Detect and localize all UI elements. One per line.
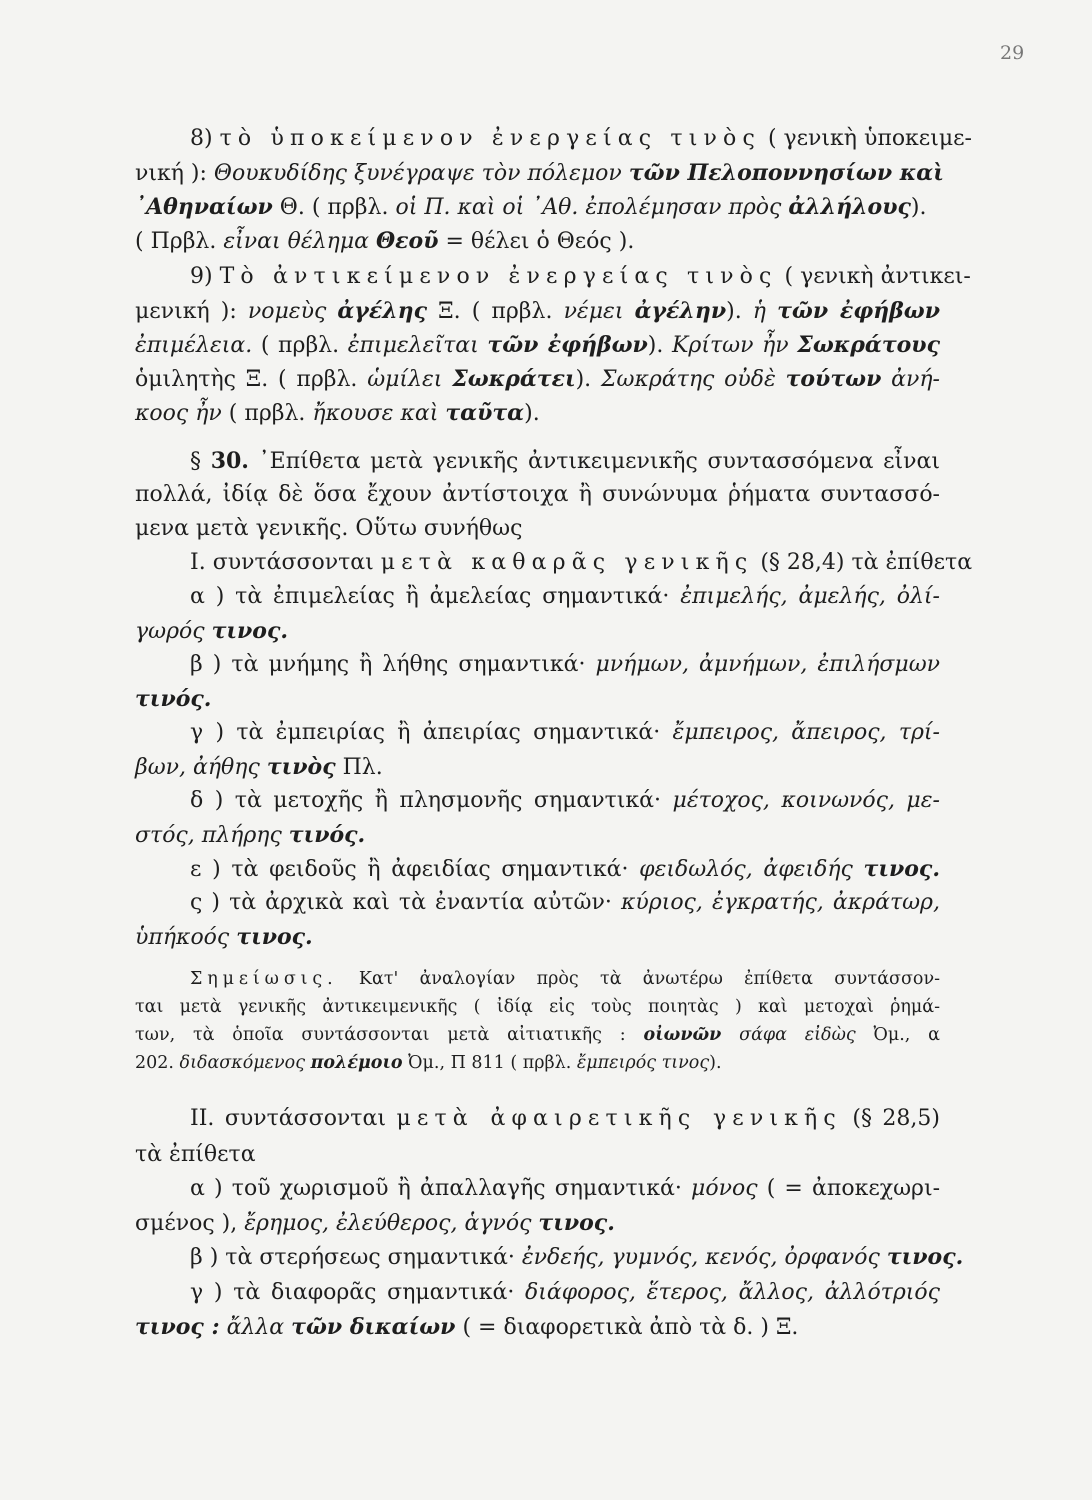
subsection-I-heading: I. συντάσσονται μετὰ καθαρᾶς γενικῆς (§ 28,4) τὰ ἐπίθετα: [190, 550, 973, 575]
item-8-line-1: 8) τὸ ὑποκείμενον ἐνεργείας τινὸς ( γενικὴ ὑποκειμε-: [190, 126, 972, 151]
note-line-1: Σημείωσις. Κατ' ἀναλογίαν πρὸς τὰ ἀνωτέρω ἐπίθετα συντάσσον-: [190, 969, 940, 989]
item-alpha-line-2: γωρός τινος.: [135, 618, 289, 644]
note-line-4: 202. διδασκόμενος πολέμοιο Ὀμ., Π 811 ( πρβλ. ἔμπειρός τινος).: [135, 1053, 722, 1073]
item-9-heading: Τὸ ἀντικείμενον ἐνεργείας τινὸς: [219, 264, 778, 289]
section-30-line-2: πολλά, ἰδίᾳ δὲ ὅσα ἔχουν ἀντίστοιχα ἢ συνώνυμα ῥήματα συντασσό-: [135, 482, 940, 507]
item-stigma-line-1: ς ) τὰ ἀρχικὰ καὶ τὰ ἐναντία αὐτῶν· κύριος, ἐγκρατής, ἀκράτωρ,: [190, 890, 940, 915]
item-8-heading: τὸ ὑποκείμενον ἐνεργείας τινὸς: [219, 126, 761, 151]
item-9-line-3: ἐπιμέλεια. ( πρβλ. ἐπιμελεῖται τῶν ἐφήβων). Κρίτων ἦν Σωκράτους: [135, 332, 940, 358]
item-II-alpha-line-2: σμένος ), ἔρημος, ἐλεύθερος, ἁγνός τινος.: [135, 1210, 615, 1236]
item-8-number: 8): [190, 126, 213, 151]
item-8-line-4: ( Πρβλ. εἶναι θέλημα Θεοῦ = θέλει ὁ Θεός ).: [135, 228, 635, 254]
item-II-alpha-line-1: α ) τοῦ χωρισμοῦ ἢ ἀπαλλαγῆς σημαντικά· μόνος ( = ἀποκεχωρι-: [190, 1176, 940, 1201]
item-8-line-2: νική ): Θουκυδίδης ξυνέγραψε τὸν πόλεμον τῶν Πελοποννησίων καὶ: [135, 160, 944, 186]
item-9-number: 9): [190, 264, 213, 289]
section-30-line-3: μενα μετὰ γενικῆς. Οὕτω συνήθως: [135, 516, 523, 541]
item-II-gamma-line-1: γ ) τὰ διαφορᾶς σημαντικά· διάφορος, ἕτερος, ἄλλος, ἀλλότριός: [190, 1280, 940, 1305]
subsection-II-line-1: II. συντάσσονται μετὰ ἀφαιρετικῆς γενικῆς (§ 28,5): [190, 1106, 940, 1131]
item-gamma-line-1: γ ) τὰ ἐμπειρίας ἢ ἀπειρίας σημαντικά· ἔμπειρος, ἄπειρος, τρί-: [190, 720, 940, 745]
page-number: 29: [1000, 42, 1025, 64]
section-30-number: 30.: [210, 448, 249, 474]
section-30-line-1: § 30. ᾿Επίθετα μετὰ γενικῆς ἀντικειμενικῆς συντασσόμενα εἶναι: [190, 448, 940, 474]
item-gamma-line-2: βων, ἀήθης τινὸς Πλ.: [135, 754, 383, 780]
item-8-line-3: ᾿Αθηναίων Θ. ( πρβλ. οἱ Π. καὶ οἱ ᾿Αθ. ἐπολέμησαν πρὸς ἀλλήλους).: [135, 194, 927, 220]
section-sign: §: [190, 449, 201, 474]
item-stigma-line-2: ὑπήκοός τινος.: [135, 924, 313, 950]
item-epsilon-line-1: ε ) τὰ φειδοῦς ἢ ἀφειδίας σημαντικά· φειδωλός, ἀφειδής τινος.: [190, 856, 940, 882]
item-beta-line-2: τινός.: [135, 686, 212, 712]
item-9-line-2: μενική ): νομεὺς ἀγέλης Ξ. ( πρβλ. νέμει ἀγέλην). ἡ τῶν ἐφήβων: [135, 298, 940, 324]
item-delta-line-2: στός, πλήρης τινός.: [135, 822, 366, 848]
subsection-II-line-2: τὰ ἐπίθετα: [135, 1142, 256, 1167]
item-alpha-line-1: α ) τὰ ἐπιμελείας ἢ ἀμελείας σημαντικά· ἐπιμελής, ἀμελής, ὀλί-: [190, 584, 940, 609]
note-line-3: των, τὰ ὁποῖα συντάσσονται μετὰ αἰτιατικῆς : οἰωνῶν σάφα εἰδὼς Ὀμ., α: [135, 1025, 940, 1045]
item-9-line-1: 9) Τὸ ἀντικείμενον ἐνεργείας τινὸς ( γενικὴ ἀντικει-: [190, 264, 971, 289]
item-9-line-4: ὁμιλητὴς Ξ. ( πρβλ. ὡμίλει Σωκράτει). Σωκράτης οὐδὲ τούτων ἀνή-: [135, 366, 940, 392]
note-label: Σημείωσις.: [190, 969, 338, 989]
note-line-2: ται μετὰ γενικῆς ἀντικειμενικῆς ( ἰδίᾳ εἰς τοὺς ποιητὰς ) καὶ μετοχαὶ ῥημά-: [135, 997, 940, 1017]
item-beta-line-1: β ) τὰ μνήμης ἢ λήθης σημαντικά· μνήμων, ἀμνήμων, ἐπιλήσμων: [190, 652, 941, 677]
item-9-line-5: κοος ἦν ( πρβλ. ἤκουσε καὶ ταῦτα).: [135, 400, 540, 426]
item-II-beta-line-1: β ) τὰ στερήσεως σημαντικά· ἐνδεής, γυμνός, κενός, ὀρφανός τινος.: [190, 1244, 964, 1270]
item-II-gamma-line-2: τινος : ἄλλα τῶν δικαίων ( = διαφορετικὰ ἀπὸ τὰ δ. ) Ξ.: [135, 1314, 799, 1340]
item-delta-line-1: δ ) τὰ μετοχῆς ἢ πλησμονῆς σημαντικά· μέτοχος, κοινωνός, με-: [190, 788, 940, 813]
